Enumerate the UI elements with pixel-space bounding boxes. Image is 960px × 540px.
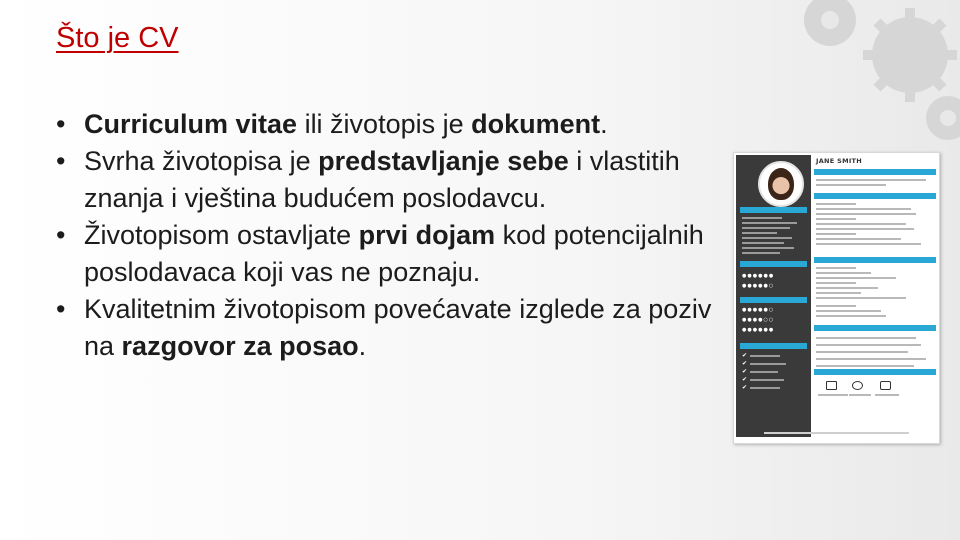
bold-text: Curriculum vitae (84, 109, 298, 139)
bullet-text: . (600, 109, 608, 139)
bullet-item (56, 106, 726, 143)
bold-text: dokument (471, 109, 601, 139)
bullet-text: ili životopis je (297, 109, 472, 139)
cv-example-image (733, 152, 940, 444)
bullet-text: i vlastitih znanja i vještina budućem poslodavcu. (84, 146, 680, 213)
bullet-item (56, 217, 726, 291)
bullet-item (56, 291, 726, 365)
bold-text: predstavljanje sebe (318, 146, 569, 176)
bullet-text: Životopisom ostavljate (84, 220, 359, 250)
bold-text: razgovor za posao (121, 331, 359, 361)
gears-decoration-icon (770, 0, 960, 140)
bullet-item (56, 143, 726, 217)
cv-name: JANE SMITH (816, 157, 863, 165)
cv-photo (758, 161, 804, 207)
slide-title: Što je CV (56, 22, 179, 54)
bullet-list (56, 106, 726, 365)
bullet-text: Kvalitetnim životopisom povećavate izglede za poziv na (84, 294, 712, 361)
bullet-text: . (358, 331, 367, 361)
bullet-text: kod potencijalnih poslodavaca koji vas ne poznaju. (84, 220, 704, 287)
cv-sidebar: ●●●●●● ●●●●●○ ●●●●●○ ●●●●○○ ●●●●●● ✔ ✔ ✔ ✔ ✔ (736, 155, 811, 437)
bold-text: prvi dojam (358, 220, 496, 250)
bullet-text: Svrha životopisa je (84, 146, 319, 176)
